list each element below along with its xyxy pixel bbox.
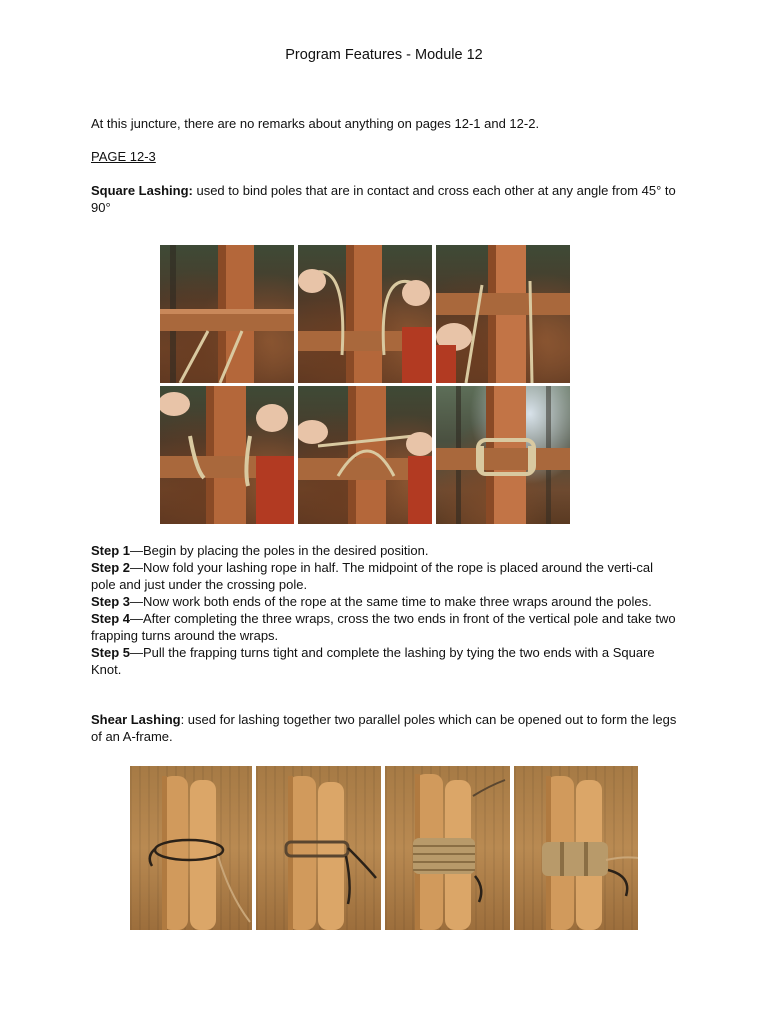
square-lashing-photo-3 [436,245,570,383]
step-text: —Begin by placing the poles in the desired position. [130,543,429,558]
intro-paragraph: At this juncture, there are no remarks about anything on pages 12-1 and 12-2. [91,116,540,131]
step-label: Step 2 [91,560,131,575]
shear-lashing-term: Shear Lashing [91,712,181,727]
square-lashing-term: Square Lashing: [91,183,193,198]
square-lashing-photo-2 [298,245,432,383]
step-text: —Now work both ends of the rope at the same time to make three wraps around the poles. [130,594,652,609]
shear-lashing-photo-1 [130,766,252,930]
shear-lashing-photo-4 [514,766,638,930]
shear-lashing-photo-row [130,766,638,930]
shear-lashing-paragraph [91,711,681,745]
step-label: Step 4 [91,611,131,626]
step-text: —After completing the three wraps, cross the two ends in front of the vertical pole and take two frapping turns around the wraps. [91,611,676,643]
page-label: PAGE 12-3 [91,149,156,164]
step-label: Step 3 [91,594,131,609]
square-lashing-photo-grid [160,245,570,524]
list-item [91,593,681,610]
square-lashing-photo-4 [160,386,294,524]
page-title: Program Features - Module 12 [285,47,483,63]
shear-lashing-photo-3 [385,766,510,930]
square-lashing-photo-1 [160,245,294,383]
shear-lashing-description: : used for lashing together two parallel poles which can be opened out to form the legs of an A-frame. [91,712,677,744]
step-text: —Now fold your lashing rope in half. The midpoint of the rope is placed around the verti-cal pole and just under the crossing pole. [91,560,653,592]
list-item [91,559,681,593]
step-label: Step 5 [91,645,131,660]
square-lashing-photo-6 [436,386,570,524]
list-item [91,610,681,644]
square-lashing-photo-5 [298,386,432,524]
shear-lashing-photo-2 [256,766,381,930]
square-lashing-description: used to bind poles that are in contact and cross each other at any angle from 45° to 90° [91,183,676,215]
list-item [91,644,681,678]
steps-list [91,542,681,678]
list-item [91,542,681,559]
step-label: Step 1 [91,543,131,558]
step-text: —Pull the frapping turns tight and complete the lashing by tying the two ends with a Square Knot. [91,645,655,677]
square-lashing-paragraph [91,182,681,216]
